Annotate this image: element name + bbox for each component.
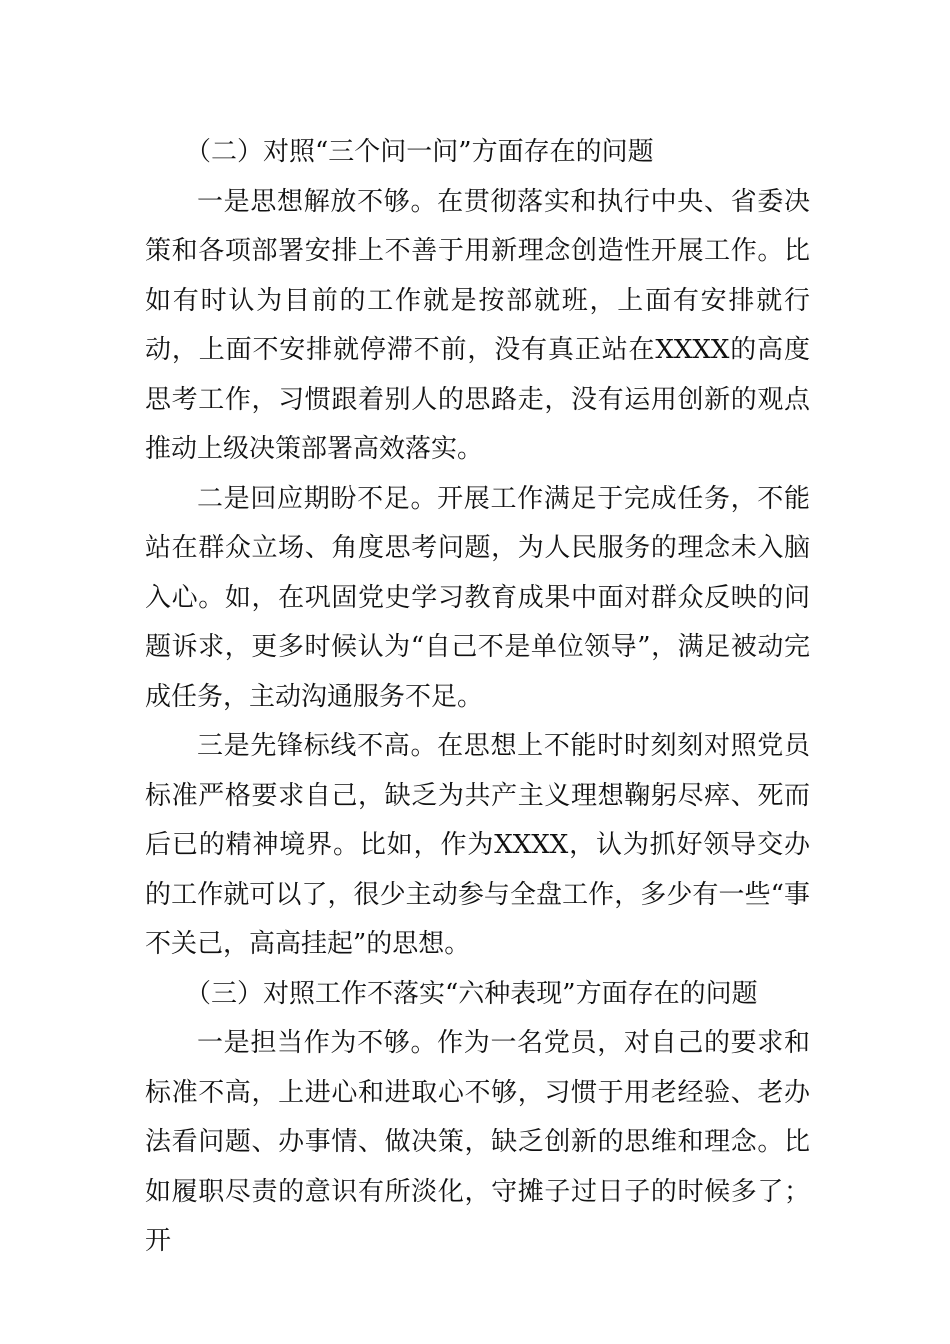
paragraph-2: 二是回应期盼不足。开展工作满足于完成任务，不能站在群众立场、角度思考问题，为人民服务的理念未入脑入心。如，在巩固党史学习教育成果中面对群众反映的问题诉求，更多时候认为“自己不是单位领导”，满足被动完成任务，主动沟通服务不足。: [145, 483, 810, 712]
document-body: [145, 128, 810, 1267]
paragraph-1: 一是思想解放不够。在贯彻落实和执行中央、省委决策和各项部署安排上不善于用新理念创造性开展工作。比如有时认为目前的工作就是按部就班，上面有安排就行动，上面不安排就停滞不前，没有真正站在XXXX的高度思考工作，习惯跟着别人的思路走，没有运用创新的观点推动上级决策部署高效落实。: [145, 186, 810, 464]
section-heading-3: （三）对照工作不落实“六种表现”方面存在的问题: [185, 978, 758, 1009]
paragraph-3: 三是先锋标线不高。在思想上不能时时刻刻对照党员标准严格要求自己，缺乏为共产主义理想鞠躬尽瘁、死而后已的精神境界。比如，作为XXXX，认为抓好领导交办的工作就可以了，很少主动参与全盘工作，多少有一些“事不关己，高高挂起”的思想。: [145, 731, 810, 959]
section-heading-2: （二）对照“三个问一问”方面存在的问题: [185, 137, 654, 167]
paragraph-4: 一是担当作为不够。作为一名党员，对自己的要求和标准不高，上进心和进取心不够，习惯于用老经验、老办法看问题、办事情、做决策，缺乏创新的思维和理念。比如履职尽责的意识有所淡化，守摊子过日子的时候多了；开: [145, 1028, 810, 1256]
